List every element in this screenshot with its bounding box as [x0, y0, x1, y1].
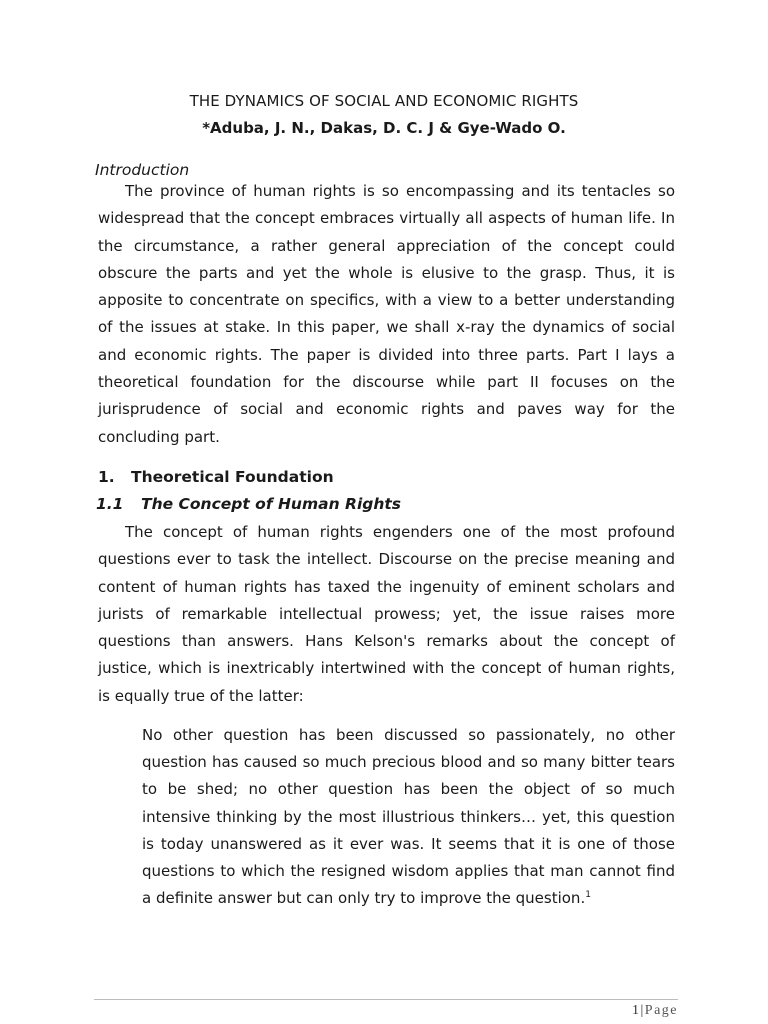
subsection-title: The Concept of Human Rights — [141, 495, 402, 513]
introduction-paragraph — [98, 178, 675, 451]
section-title: Theoretical Foundation — [131, 468, 334, 486]
concept-paragraph — [98, 519, 675, 710]
kelsen-blockquote — [142, 722, 675, 912]
section-number: 1. — [98, 468, 115, 486]
document-title: THE DYNAMICS OF SOCIAL AND ECONOMIC RIGHTS — [189, 92, 579, 110]
section-heading — [98, 468, 334, 486]
footer-divider — [94, 999, 678, 1000]
page-footer — [632, 1003, 678, 1019]
footnote-reference[interactable]: 1 — [585, 890, 591, 901]
introduction-paragraph-text: The province of human rights is so encompassing and its tentacles so widespread that the concept embraces virtually all aspects of human life. In the circumstance, a rather general appreciation of the concept could obscure the parts and yet the whole is elusive to the grasp. Thus, it is apposite to concentrate on specifics, with a view to a better understanding of the issues at stake. In this paper, we shall x-ray the dynamics of social and economic rights. The paper is divided into three parts. Part I lays a theoretical foundation for the discourse while part II focuses on the jurisprudence of social and economic rights and paves way for the concluding part. — [98, 182, 675, 446]
page-number: 1 — [631, 1003, 641, 1018]
page-label: Page — [644, 1003, 678, 1018]
concept-paragraph-text: The concept of human rights engenders one of the most profound questions ever to task the intellect. Discourse on the precise meaning and content of human rights has taxed the ingenuity of eminent scholars and jurists of remarkable intellectual prowess; yet, the issue raises more questions than answers. Hans Kelson's remarks about the concept of justice, which is inextricably intertwined with the concept of human rights, is equally true of the latter: — [98, 523, 675, 705]
subsection-number: 1.1 — [96, 495, 124, 513]
introduction-heading: Introduction — [95, 161, 190, 179]
document-authors: *Aduba, J. N., Dakas, D. C. J & Gye-Wado O. — [202, 119, 566, 137]
subsection-heading — [96, 495, 401, 513]
footer-separator: | — [640, 1003, 645, 1018]
blockquote-text: No other question has been discussed so passionately, no other question has caused so much precious blood and so many bitter tears to be shed; no other question has been the object of so much intensive thinking by the most illustrious thinkers… yet, this question is today unanswered as it ever was. It seems that it is one of those questions to which the resigned wisdom applies that man cannot find a definite answer but can only try to improve the question. — [142, 726, 675, 908]
